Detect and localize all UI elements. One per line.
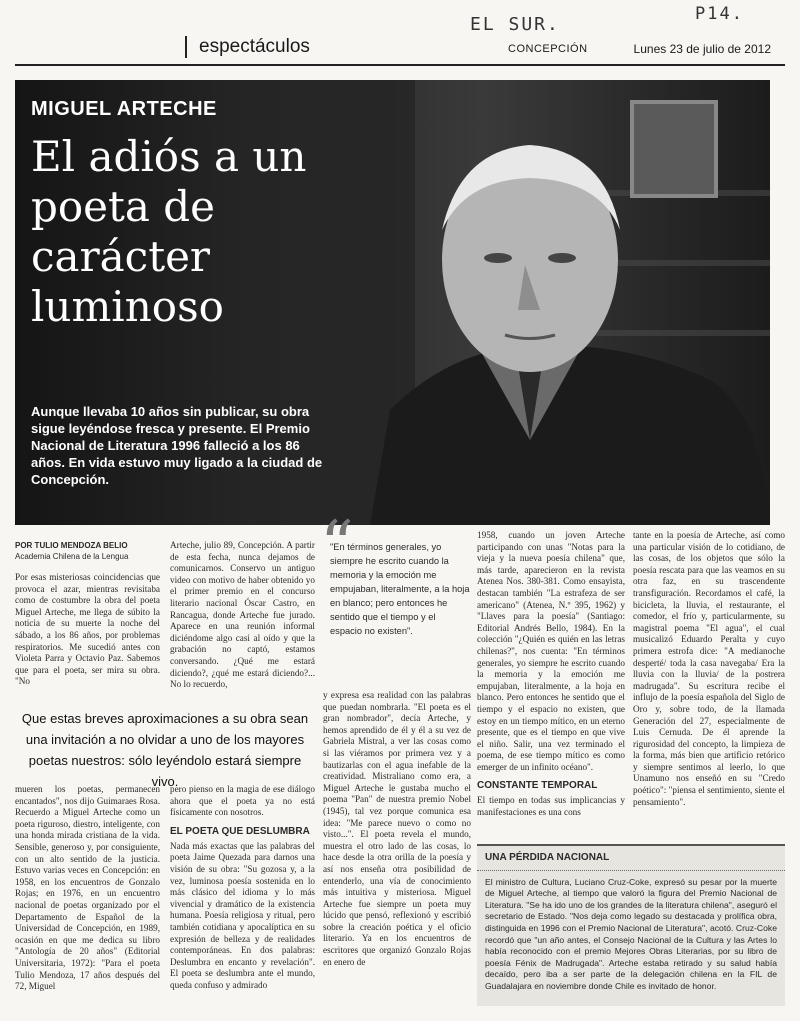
subhead-constant: CONSTANTE TEMPORAL [477, 780, 598, 792]
column-5-text: tante en la poesía de Arteche, así como una particular visión de lo cotidiano, de las cosas, de los objetos que sólo la poesía rescata para que las veamos en su otra faz, en su trascendente transfiguración. Recordamos el café, la bicicleta, la lluvia, el restaurante, el comedor, el frío y, particularmente, su magistral poema "El agua", el cual musicalizó Eduardo Peralta y cuyo primera estrofa dice: "A medianoche desperté/ toda la casa navegaba/ Era la lluvia con la lluvia/ de la postrera madrugada". Su escritura recibe el influjo de la poesía española del Siglo de Oro y, sobre todo, de la llamada Generación del 27, especialmente de Luis Cernuda. De él aprende la rigurosidad del concepto, la limpieza de la forma, más bien que artificio retórico y siempre sentimos al leerlo, lo que Unamuno nos enseñó en su "Credo poético": "piensa el sentimiento, siente el pensamiento". [633, 530, 785, 807]
column-4-bottom-text: El tiempo en todas sus implicancias y manifestaciones es una cons [477, 795, 625, 818]
column-4 [477, 530, 625, 830]
sidebar-body: El ministro de Cultura, Luciano Cruz-Coke, expresó su pesar por la muerte de Miguel Arteche, al tiempo que valoró la figura del Premio Nacional de Literatura. "Se ha ido uno de los grandes de la literatura chilena", aseguró el secretario de Estado. "Nos deja como legado su destacada y prolífica obra, distinguida en 1996 con el Premio Nacional de Literatura", acotó. Cruz-Coke recordó que "un año antes, el Consejo Nacional de la Cultura y las Artes lo había reconocido con el premio Mejores Obras Literarias, por su libro de poesía Fénix de Madrugada". Arteche estaba retirado y su salud había decaído, pero iba a ser parte de la delegación chilena en la FIL de Guadalajara en noviembre donde Chile es invitado de honor. [485, 876, 777, 991]
column-2-text: Arteche, julio 89, Concepción. A partir de esta fecha, nunca dejamos de comunicarnos. Conservo un antiguo video con motivo de haber obtenido yo el primer premio en el concurso literario nacional Óscar Castro, en Rancagua, donde Arteche fue jurado. Aparece en una reunión informal diciéndome algo casi al oído y que la grabación no captó, estamos conversando. ¿Qué me estará diciendo?, ¿qué me estará diciendo?... No lo recuerdo, [170, 540, 315, 690]
pull-quote: Que estas breves aproximaciones a su obra sean una invitación a no olvidar a uno de los mayores poetas nuestros: sólo leyéndolo estará siempre vivo. [21, 711, 309, 789]
page-header [15, 34, 785, 66]
portrait-of-poet [330, 110, 770, 525]
author-byline: POR TULIO MENDOZA BELIO [15, 541, 128, 550]
column-2-bottom-text: Nada más exactas que las palabras del poeta Jaime Quezada para darnos una visión de su obra: "Su gozosa y, a la vez, luminosa poesía sostenida en lo más clásico del idioma y lo más vivencial y dramático de la existencia humana. Poesía religiosa y ritual, pero también cotidiana y apocalíptica en su expresión de belleza y de realidades contemporáneas. En dos palabras: Deslumbra en encanto y revelación". El poeta se deslumbra ante el mundo, queda confuso y admirado [170, 840, 315, 990]
column-2-bottom-intro: pero pienso en la magia de ese diálogo ahora que el poeta ya no está físicamente con nosotros. [170, 784, 315, 818]
column-3 [323, 690, 471, 1010]
handwritten-source-note: EL SUR. [470, 14, 560, 35]
article-kicker: MIGUEL ARTECHE [31, 98, 217, 120]
section-name: espectáculos [185, 36, 310, 58]
author-affiliation: Academia Chilena de la Lengua [15, 552, 129, 561]
handwritten-page-note: P14. [695, 4, 744, 24]
article-body [15, 507, 785, 1010]
publication-date: Lunes 23 de julio de 2012 [633, 42, 771, 56]
subhead-poet: EL POETA QUE DESLUMBRA [170, 825, 310, 837]
article-lede: Aunque llevaba 10 años sin publicar, su obra sigue leyéndose fresca y presente. El Premio Nacional de Literatura 1996 falleció a los 86 años. En vida estuvo muy ligado a la ciudad de Concepción. [31, 404, 323, 487]
column-1-bottom-text: mueren los poetas, permanecen encantados", nos dijo Guimaraes Rosa. Recuerdo a Miguel Arteche como un poeta riguroso, diestro, inteligente, con una honda mirada cristiana de la vida. Sensible, generoso y, por consiguiente, con un alto sentido de la justicia. Estuvo varias veces en Concepción: en 1958, en los encuentros de Gonzalo Rojas; en 1976, en un encuentro nacional de poetas organizado por el Departamento de Español de la Universidad de Concepción, en 1989, ocasión en que me dedica su libro "Antología de 20 años" (Editorial Universitaria, 1972): "Para el poeta Tulio Mendoza, 17 años después del 72, Miguel [15, 784, 160, 992]
article-headline: El adiós a un poeta de carácter luminoso [31, 132, 307, 331]
column-1-top [15, 540, 160, 700]
quote-mark-icon: “ [320, 507, 354, 584]
sidebar-box [477, 844, 785, 1006]
sidebar-title: UNA PÉRDIDA NACIONAL [477, 846, 785, 871]
column-3-text: y expresa esa realidad con las palabras que puedan nombrarla. "El poeta es el gran nombrador", decía Arteche, y hemos aprendido de él y él a su vez de Gabriela Mistral, a ver las cosas como si las viéramos por primera vez y a bautizarlas con el agua inefable de la creatividad. Mistraliano como era, a Miguel Arteche le gustaba mucho el poema "Pan" de nuestra premio Nobel (1945), tal vez porque comunica esa idea: "Me parece nuevo o como no visto...". El poeta revela el mundo, muestra el otro lado de las cosas, lo hace desde la otra orilla de la poesía y así nos enseña otra posibilidad de entenderlo, una vía de conocimiento más intuitiva y misteriosa. Miguel Arteche fue siempre un poeta muy lúcido que pensó, reflexionó y escribió sobre la creación poética y el oficio literario. Ya en los encuentros de escritores que organizó Gonzalo Rojas en enero de [323, 690, 471, 967]
column-5 [633, 530, 785, 830]
edition-city: CONCEPCIÓN [508, 43, 588, 55]
column-1-bottom [15, 784, 160, 1010]
column-2-top [170, 540, 315, 700]
lead-photo [15, 80, 770, 525]
column-4-text: 1958, cuando un joven Arteche participando con unas "Notas para la vieja y la nueva poesía chilena" que, más tarde, aparecieron en la revista Atenea Nos. 380-381. Como ensayista, destacan también "La estrafeza de ser americano" (Atenea, N.º 395, 1962) y "Llaves para la poesía" (Santiago: Editorial Andrés Bello, 1984). En la colección "¿Quién es quién en las letras chilenas?", nos cuenta: "En términos generales, yo siempre he escrito cuando la memoria y la emoción me empujaban, literalmente, a la hoja en blanco. Pero entonces he sentido que el tiempo y el espacio no existen, que estoy en un tiempo mítico, en un eterno presente, que es el tiempo en que vive el niño. Salir, una vez terminado el poema, de ese tiempo mítico es como emerger de un infinito océano". [477, 530, 625, 772]
highlight-quote: "En términos generales, yo siempre he escrito cuando la memoria y la emoción me empujaban, literalmente, a la hoja en blanco; pero entonces he sentido que el tiempo y el espacio no existen". [330, 542, 470, 636]
column-2-bottom [170, 784, 315, 1010]
column-1-text: Por esas misteriosas coincidencias que provoca el azar, mientras revisitaba como de costumbre la obra del poeta Miguel Arteche, me llega de súbito la noticia de su muerte la noche del sábado, a los 86 años, por problemas respiratorios. Me sucedió antes con Violeta Parra y Octavio Paz. Sabemos que para el poeta, ser mira su obra. "No [15, 572, 160, 687]
